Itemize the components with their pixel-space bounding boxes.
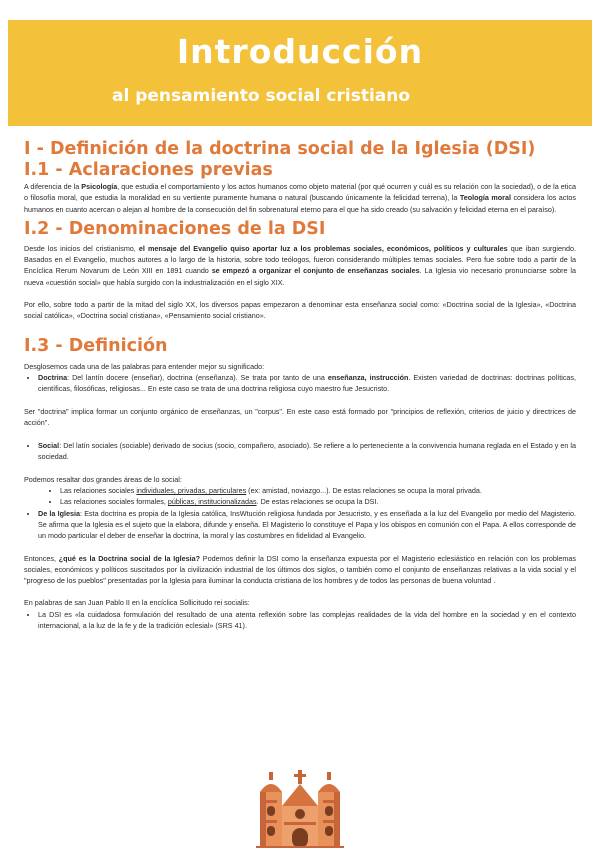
title-banner [8, 20, 592, 126]
underlined-span: públicas, institucionalizadas [167, 497, 257, 507]
bold-span: ¿qué es la Doctrina social de la Iglesia? [58, 553, 201, 563]
page-title: Introducción [176, 32, 424, 71]
bold-span: Social [38, 441, 60, 451]
text-span: A diferencia de la [24, 182, 82, 191]
list [24, 508, 576, 542]
list [24, 609, 576, 632]
text-span: Las relaciones sociales formales, [60, 497, 168, 507]
underlined-span: individuales, privadas, particulares [136, 486, 247, 496]
list-item-area-2 [60, 496, 576, 507]
text-span: . La Iglesia vio necesario pronunciarse sobre la nueva «cuestión social» que había surgido con la industrialización en el siglo XIX. [24, 266, 576, 287]
bold-span: Teología moral [459, 193, 511, 203]
bold-span: Doctrina [38, 372, 68, 382]
church-icon [250, 766, 350, 848]
section-1-1-heading: I.1 - Aclaraciones previas [24, 160, 273, 180]
text-span: Entonces, [24, 553, 59, 563]
document-body [24, 138, 576, 631]
text-span: que iban surgiendo. Basados en el Evangelio, muchos autores a lo largo de la historia, sobre todo teólogos, fueron considerando múltiples temas sociales. Pero fue sobre todo a partir de la Encíclica Rerum Novarum de León XIII en 1891 cuando [24, 243, 577, 276]
text-span: Podemos definir la DSI como la enseñanza expuesta por el Magisterio eclesiástico en relación con los problemas sociales, económicos y políticos suscitados por la civilización industrial de los últimos dos siglos, o también como el conjunto de enseñanzas relativas a la vida social y el "progreso de los pueblos" presentadas por la Iglesia para iluminar la conducta cristiana de los hombres y de todos las personas de buena voluntad . [24, 553, 577, 586]
paragraph-juan-pablo: En palabras de san Juan Pablo II en la encíclica Sollicitudo rei socialis: [24, 598, 250, 608]
section-1-3-heading: I.3 - Definición [24, 335, 168, 356]
bold-span: enseñanza, instrucción [327, 372, 409, 382]
text-span: : Del latín sociales (sociable) derivado de socius (socio, compañero, asociado). Se refiere a lo perteneciente a la convivencia humana reglada en el Estado y en la sociedad. [38, 441, 576, 462]
page-subtitle: al pensamiento social cristiano [112, 86, 411, 106]
section-1-2-heading: I.2 - Denominaciones de la DSI [24, 218, 326, 239]
bold-span: De la Iglesia [38, 508, 80, 518]
sub-list [24, 485, 576, 508]
paragraph-definicion-dsi [24, 553, 576, 587]
bold-span: se empezó a organizar el conjunto de enseñanzas sociales [211, 266, 420, 276]
section-1-1-paragraph [24, 181, 576, 215]
text-span: . Existen variedad de doctrinas: doctrinas políticas, científicas, filosóficas, religiosas... En este caso se trata de una doctrina religiosa cuyo maestro fue Jesucristo. [38, 372, 577, 394]
text-span: (ex: amistad, noviazgo...). De estas relaciones se ocupa la moral privada. [246, 486, 482, 496]
list-item-iglesia [38, 508, 576, 542]
list [24, 372, 576, 395]
text-span: : Del lantín docere (enseñar), doctrina (enseñanza). Se trata por tanto de una [67, 372, 328, 382]
list [24, 440, 576, 463]
section-1-2-paragraph-2: Por ello, sobre todo a partir de la mitad del siglo XX, los diversos papas empezaron a denominar esta enseñanza social como: «Doctrina social de la Iglesia», «Doctrina social católica», «Doctrina social cristiana», «Pensamiento social cristiano». [24, 300, 576, 321]
paragraph-doctrina-corpus: Ser "doctrina" implica formar un conjunto orgánico de enseñanzas, un "corpus". En este caso está formado por "principios de reflexión, criterios de juicio y directrices de acción". [24, 406, 576, 427]
main-heading: I - Definición de la doctrina social de la Iglesia (DSI) [24, 139, 536, 159]
bold-span: Psicología [81, 182, 118, 191]
section-1-3-intro: Desglosemos cada una de las palabras para entender mejor su significado: [24, 361, 265, 371]
text-span: considera los actos humanos en cuanto acercan o alejan al hombre de la consecución del fin sobrenatural eterno para el que ha sido creado (su salvación y felicidad eterna en el paraíso). [24, 193, 576, 214]
list-item-quote: • La DSI es «la cuidadosa formulación del resultado de una atenta reflexión sobre las complejas realidades de la vida del hombre en la sociedad y en el contexto internacional, a la luz de la fe y de la tradición eclesial» (SRS 41). [38, 609, 576, 632]
paragraph-areas: Podemos resaltar dos grandes áreas de lo social: [24, 474, 182, 484]
text-span: Las relaciones sociales [60, 486, 137, 496]
bold-span: el mensaje del Evangelio quiso aportar luz a los problemas sociales, económicos, políticos y culturales [138, 243, 508, 253]
list-item-doctrina [38, 372, 576, 395]
text-span: , que estudia el comportamiento y los actos humanos como objeto material (por qué ocurren y cuál es su relación con la sociedad), o de la etica o filosofía moral, que estudia la moralidad en su vertiente puramente humana o natural (buscando únicamente la felicidad terrena), la [24, 182, 576, 203]
text-span: Desde los inicios del cristianismo, [24, 243, 139, 253]
text-span: . De estas relaciones se ocupa la DSI. [256, 497, 379, 507]
list-item-social [38, 440, 576, 463]
list-item-area-1 [60, 485, 576, 496]
text-span: : Esta doctrina es propia de la Iglesia católica, InsWtución religiosa fundada por Jesucristo, y es enseñada a la luz del Evangelio por medio del Magisterio. Se afirma que la Iglesia es el sujeto que la elabora, difunde y enseña. El Magisterio lo constituye el Papa y los obispos en comunión con el Papa. A ellos corresponde de un modo particular el deber de enseñar la doctrina, la moral y las costumbres en fidelidad al Evangelio. [38, 508, 576, 541]
section-1-2-paragraph-1 [24, 243, 576, 288]
